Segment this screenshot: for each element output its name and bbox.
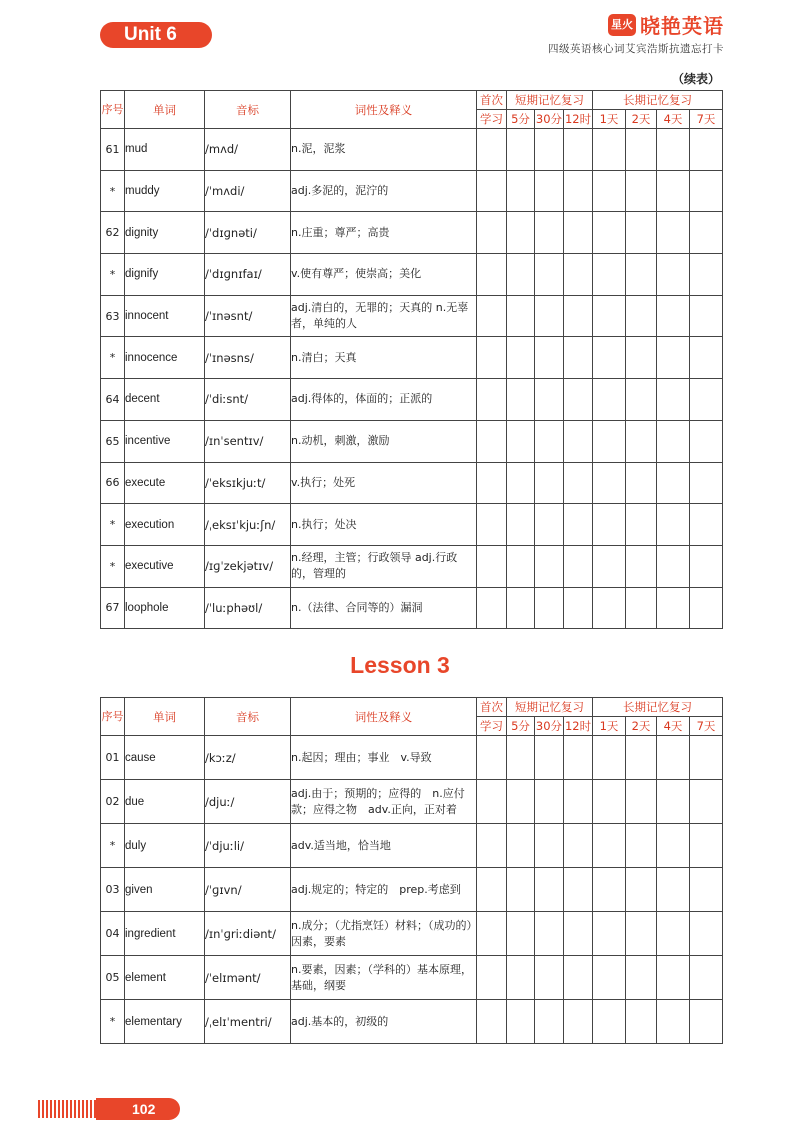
brand-subtitle: 四级英语核心词艾宾浩斯抗遗忘打卡	[548, 43, 724, 55]
review-checkbox-cell[interactable]	[507, 212, 535, 254]
row-phonetic: /ˈɪnəsns/	[205, 337, 291, 379]
table-row	[101, 824, 723, 868]
row-index: *	[101, 545, 125, 587]
review-checkbox-cell[interactable]	[593, 736, 626, 780]
review-checkbox-cell[interactable]	[626, 780, 657, 824]
row-index: 62	[101, 212, 125, 254]
review-checkbox-cell[interactable]	[690, 868, 723, 912]
review-checkbox-cell[interactable]	[507, 587, 535, 629]
row-word: execution	[125, 504, 205, 546]
row-index: *	[101, 254, 125, 296]
brand-name: 晓艳英语	[640, 14, 724, 38]
header-1day: 1天	[593, 110, 626, 129]
review-checkbox-cell[interactable]	[626, 545, 657, 587]
row-index: 65	[101, 420, 125, 462]
row-index: *	[101, 337, 125, 379]
review-checkbox-cell[interactable]	[535, 254, 564, 296]
row-meaning: n.成分；（尤指烹饪）材料；（成功的）因素，要素	[291, 912, 477, 956]
row-word: element	[125, 956, 205, 1000]
review-checkbox-cell[interactable]	[593, 912, 626, 956]
review-checkbox-cell[interactable]	[593, 1000, 626, 1044]
row-meaning: n.泥，泥浆	[291, 129, 477, 171]
review-checkbox-cell[interactable]	[657, 212, 690, 254]
row-phonetic: /mʌd/	[205, 129, 291, 171]
review-checkbox-cell[interactable]	[564, 337, 593, 379]
row-phonetic: /ˈelɪmənt/	[205, 956, 291, 1000]
row-word: elementary	[125, 1000, 205, 1044]
header-index: 序号	[101, 698, 125, 736]
page-number: 102	[96, 1098, 180, 1120]
row-word: execute	[125, 462, 205, 504]
review-checkbox-cell[interactable]	[507, 462, 535, 504]
row-index: 67	[101, 587, 125, 629]
review-checkbox-cell[interactable]	[507, 504, 535, 546]
review-checkbox-cell[interactable]	[477, 170, 507, 212]
row-phonetic: /kɔːz/	[205, 736, 291, 780]
review-checkbox-cell[interactable]	[593, 254, 626, 296]
review-checkbox-cell[interactable]	[593, 295, 626, 337]
review-checkbox-cell[interactable]	[690, 545, 723, 587]
review-checkbox-cell[interactable]	[477, 462, 507, 504]
row-meaning: adv.适当地，恰当地	[291, 824, 477, 868]
header-first: 首次	[477, 698, 507, 717]
header-short-term: 短期记忆复习	[507, 698, 593, 717]
review-checkbox-cell[interactable]	[507, 780, 535, 824]
row-meaning: n.要素，因素；（学科的）基本原理，基础，纲要	[291, 956, 477, 1000]
table-row	[101, 504, 723, 546]
header-word: 单词	[125, 91, 205, 129]
header-word: 单词	[125, 698, 205, 736]
review-checkbox-cell[interactable]	[657, 337, 690, 379]
review-checkbox-cell[interactable]	[657, 379, 690, 421]
review-checkbox-cell[interactable]	[564, 1000, 593, 1044]
table-row	[101, 129, 723, 171]
row-meaning: adj.规定的；特定的 prep.考虑到	[291, 868, 477, 912]
row-word: innocent	[125, 295, 205, 337]
review-checkbox-cell[interactable]	[564, 462, 593, 504]
vocab-table-unit6	[100, 90, 723, 629]
review-checkbox-cell[interactable]	[690, 420, 723, 462]
table-row	[101, 1000, 723, 1044]
row-word: muddy	[125, 170, 205, 212]
review-checkbox-cell[interactable]	[690, 824, 723, 868]
row-word: dignity	[125, 212, 205, 254]
row-phonetic: /ˈdɪɡnəti/	[205, 212, 291, 254]
review-checkbox-cell[interactable]	[564, 170, 593, 212]
row-index: 05	[101, 956, 125, 1000]
review-checkbox-cell[interactable]	[535, 780, 564, 824]
header-phonetic: 音标	[205, 698, 291, 736]
review-checkbox-cell[interactable]	[657, 824, 690, 868]
row-phonetic: /djuː/	[205, 780, 291, 824]
table-row	[101, 780, 723, 824]
review-checkbox-cell[interactable]	[593, 212, 626, 254]
header-first-study: 学习	[477, 110, 507, 129]
review-checkbox-cell[interactable]	[535, 736, 564, 780]
review-checkbox-cell[interactable]	[626, 129, 657, 171]
review-checkbox-cell[interactable]	[626, 295, 657, 337]
review-checkbox-cell[interactable]	[507, 420, 535, 462]
row-phonetic: /ɪnˈɡriːdiənt/	[205, 912, 291, 956]
header-first: 首次	[477, 91, 507, 110]
header-12h: 12时	[564, 717, 593, 736]
review-checkbox-cell[interactable]	[593, 337, 626, 379]
row-index: *	[101, 504, 125, 546]
row-meaning: adj.清白的，无罪的；天真的 n.无辜者，单纯的人	[291, 295, 477, 337]
review-checkbox-cell[interactable]	[593, 956, 626, 1000]
header-30min: 30分	[535, 717, 564, 736]
review-checkbox-cell[interactable]	[593, 504, 626, 546]
review-checkbox-cell[interactable]	[564, 379, 593, 421]
review-checkbox-cell[interactable]	[657, 912, 690, 956]
review-checkbox-cell[interactable]	[626, 912, 657, 956]
row-index: *	[101, 170, 125, 212]
review-checkbox-cell[interactable]	[626, 1000, 657, 1044]
review-checkbox-cell[interactable]	[535, 1000, 564, 1044]
review-checkbox-cell[interactable]	[477, 254, 507, 296]
header-30min: 30分	[535, 110, 564, 129]
review-checkbox-cell[interactable]	[657, 254, 690, 296]
row-phonetic: /ˈdiːsnt/	[205, 379, 291, 421]
review-checkbox-cell[interactable]	[535, 956, 564, 1000]
review-checkbox-cell[interactable]	[535, 545, 564, 587]
table-row	[101, 295, 723, 337]
row-meaning: adj.由于；预期的；应得的 n.应付款；应得之物 adv.正向，正对着	[291, 780, 477, 824]
review-checkbox-cell[interactable]	[507, 824, 535, 868]
row-phonetic: /ˈɪnəsnt/	[205, 295, 291, 337]
vocab-table-body	[101, 129, 723, 629]
brand-logo-icon: 星火	[608, 14, 636, 36]
review-checkbox-cell[interactable]	[626, 212, 657, 254]
review-checkbox-cell[interactable]	[626, 736, 657, 780]
row-word: mud	[125, 129, 205, 171]
brand-block	[548, 10, 724, 56]
row-meaning: v.使有尊严；使崇高；美化	[291, 254, 477, 296]
row-phonetic: /ˈdɪɡnɪfaɪ/	[205, 254, 291, 296]
review-checkbox-cell[interactable]	[690, 956, 723, 1000]
row-word: executive	[125, 545, 205, 587]
review-checkbox-cell[interactable]	[535, 420, 564, 462]
review-checkbox-cell[interactable]	[626, 824, 657, 868]
table-row	[101, 170, 723, 212]
review-checkbox-cell[interactable]	[564, 824, 593, 868]
row-index: 04	[101, 912, 125, 956]
header-5min: 5分	[507, 717, 535, 736]
review-checkbox-cell[interactable]	[477, 824, 507, 868]
review-checkbox-cell[interactable]	[690, 337, 723, 379]
review-checkbox-cell[interactable]	[535, 868, 564, 912]
review-checkbox-cell[interactable]	[535, 587, 564, 629]
review-checkbox-cell[interactable]	[477, 545, 507, 587]
row-phonetic: /ˈɡɪvn/	[205, 868, 291, 912]
review-checkbox-cell[interactable]	[657, 868, 690, 912]
table-row	[101, 545, 723, 587]
review-checkbox-cell[interactable]	[564, 295, 593, 337]
review-checkbox-cell[interactable]	[477, 956, 507, 1000]
row-index: 03	[101, 868, 125, 912]
review-checkbox-cell[interactable]	[477, 912, 507, 956]
header-7day: 7天	[690, 110, 723, 129]
row-phonetic: /ˌeksɪˈkjuːʃn/	[205, 504, 291, 546]
review-checkbox-cell[interactable]	[657, 129, 690, 171]
review-checkbox-cell[interactable]	[507, 254, 535, 296]
row-phonetic: /ˌelɪˈmentri/	[205, 1000, 291, 1044]
table-row	[101, 462, 723, 504]
review-checkbox-cell[interactable]	[477, 337, 507, 379]
row-word: loophole	[125, 587, 205, 629]
header-long-term: 长期记忆复习	[593, 91, 723, 110]
review-checkbox-cell[interactable]	[690, 170, 723, 212]
header-1day: 1天	[593, 717, 626, 736]
header-2day: 2天	[626, 110, 657, 129]
review-checkbox-cell[interactable]	[626, 379, 657, 421]
row-index: *	[101, 824, 125, 868]
row-meaning: n.经理，主管；行政领导 adj.行政的，管理的	[291, 545, 477, 587]
row-index: *	[101, 1000, 125, 1044]
review-checkbox-cell[interactable]	[564, 736, 593, 780]
row-meaning: n.动机，刺激，激励	[291, 420, 477, 462]
review-checkbox-cell[interactable]	[690, 736, 723, 780]
review-checkbox-cell[interactable]	[507, 379, 535, 421]
review-checkbox-cell[interactable]	[690, 462, 723, 504]
row-index: 64	[101, 379, 125, 421]
row-phonetic: /ˈmʌdi/	[205, 170, 291, 212]
row-word: ingredient	[125, 912, 205, 956]
review-checkbox-cell[interactable]	[477, 736, 507, 780]
review-checkbox-cell[interactable]	[564, 212, 593, 254]
row-phonetic: /ˈdjuːli/	[205, 824, 291, 868]
header-2day: 2天	[626, 717, 657, 736]
table-row	[101, 912, 723, 956]
review-checkbox-cell[interactable]	[657, 545, 690, 587]
review-checkbox-cell[interactable]	[626, 587, 657, 629]
row-phonetic: /ɪnˈsentɪv/	[205, 420, 291, 462]
row-word: incentive	[125, 420, 205, 462]
review-checkbox-cell[interactable]	[626, 868, 657, 912]
row-word: cause	[125, 736, 205, 780]
review-checkbox-cell[interactable]	[535, 504, 564, 546]
review-checkbox-cell[interactable]	[535, 212, 564, 254]
review-checkbox-cell[interactable]	[507, 295, 535, 337]
review-checkbox-cell[interactable]	[657, 170, 690, 212]
review-checkbox-cell[interactable]	[690, 504, 723, 546]
review-checkbox-cell[interactable]	[477, 129, 507, 171]
review-checkbox-cell[interactable]	[507, 736, 535, 780]
review-checkbox-cell[interactable]	[593, 420, 626, 462]
row-word: innocence	[125, 337, 205, 379]
review-checkbox-cell[interactable]	[593, 587, 626, 629]
review-checkbox-cell[interactable]	[507, 337, 535, 379]
review-checkbox-cell[interactable]	[626, 254, 657, 296]
review-checkbox-cell[interactable]	[690, 912, 723, 956]
row-meaning: v.执行；处死	[291, 462, 477, 504]
row-meaning: adj.得体的，体面的；正派的	[291, 379, 477, 421]
review-checkbox-cell[interactable]	[507, 1000, 535, 1044]
review-checkbox-cell[interactable]	[477, 504, 507, 546]
review-checkbox-cell[interactable]	[657, 295, 690, 337]
review-checkbox-cell[interactable]	[657, 587, 690, 629]
row-index: 66	[101, 462, 125, 504]
review-checkbox-cell[interactable]	[690, 129, 723, 171]
review-checkbox-cell[interactable]	[564, 129, 593, 171]
review-checkbox-cell[interactable]	[507, 129, 535, 171]
review-checkbox-cell[interactable]	[477, 587, 507, 629]
review-checkbox-cell[interactable]	[477, 295, 507, 337]
review-checkbox-cell[interactable]	[535, 912, 564, 956]
review-checkbox-cell[interactable]	[657, 504, 690, 546]
unit-label: Unit 6	[100, 22, 212, 48]
review-checkbox-cell[interactable]	[593, 170, 626, 212]
review-checkbox-cell[interactable]	[626, 956, 657, 1000]
row-index: 63	[101, 295, 125, 337]
review-checkbox-cell[interactable]	[593, 129, 626, 171]
row-word: decent	[125, 379, 205, 421]
review-checkbox-cell[interactable]	[657, 1000, 690, 1044]
vocab-table-lesson3	[100, 697, 723, 1044]
review-checkbox-cell[interactable]	[657, 736, 690, 780]
row-word: given	[125, 868, 205, 912]
review-checkbox-cell[interactable]	[690, 587, 723, 629]
header-long-term: 长期记忆复习	[593, 698, 723, 717]
row-meaning: n.起因；理由；事业 v.导致	[291, 736, 477, 780]
header-index: 序号	[101, 91, 125, 129]
review-checkbox-cell[interactable]	[690, 780, 723, 824]
review-checkbox-cell[interactable]	[626, 504, 657, 546]
row-index: 02	[101, 780, 125, 824]
table-row	[101, 956, 723, 1000]
header-short-term: 短期记忆复习	[507, 91, 593, 110]
review-checkbox-cell[interactable]	[535, 295, 564, 337]
row-meaning: adj.基本的，初级的	[291, 1000, 477, 1044]
row-meaning: n.（法律、合同等的）漏洞	[291, 587, 477, 629]
header-12h: 12时	[564, 110, 593, 129]
row-meaning: adj.多泥的，泥泞的	[291, 170, 477, 212]
review-checkbox-cell[interactable]	[564, 254, 593, 296]
review-checkbox-cell[interactable]	[477, 780, 507, 824]
review-checkbox-cell[interactable]	[564, 420, 593, 462]
row-phonetic: /ˈluːphəʊl/	[205, 587, 291, 629]
review-checkbox-cell[interactable]	[626, 337, 657, 379]
review-checkbox-cell[interactable]	[477, 420, 507, 462]
table-row	[101, 337, 723, 379]
table-row	[101, 379, 723, 421]
row-phonetic: /ˈeksɪkjuːt/	[205, 462, 291, 504]
row-index: 61	[101, 129, 125, 171]
review-checkbox-cell[interactable]	[593, 462, 626, 504]
review-checkbox-cell[interactable]	[564, 912, 593, 956]
row-word: due	[125, 780, 205, 824]
row-index: 01	[101, 736, 125, 780]
header-meaning: 词性及释义	[291, 698, 477, 736]
review-checkbox-cell[interactable]	[535, 824, 564, 868]
review-checkbox-cell[interactable]	[564, 504, 593, 546]
header-5min: 5分	[507, 110, 535, 129]
review-checkbox-cell[interactable]	[593, 545, 626, 587]
review-checkbox-cell[interactable]	[690, 379, 723, 421]
row-word: duly	[125, 824, 205, 868]
review-checkbox-cell[interactable]	[593, 780, 626, 824]
review-checkbox-cell[interactable]	[626, 170, 657, 212]
row-meaning: n.清白；天真	[291, 337, 477, 379]
review-checkbox-cell[interactable]	[564, 780, 593, 824]
review-checkbox-cell[interactable]	[593, 868, 626, 912]
table-row	[101, 420, 723, 462]
review-checkbox-cell[interactable]	[477, 212, 507, 254]
review-checkbox-cell[interactable]	[535, 462, 564, 504]
review-checkbox-cell[interactable]	[657, 462, 690, 504]
table-row	[101, 254, 723, 296]
review-checkbox-cell[interactable]	[690, 295, 723, 337]
review-checkbox-cell[interactable]	[564, 587, 593, 629]
vocab-table-body	[101, 736, 723, 1044]
review-checkbox-cell[interactable]	[564, 545, 593, 587]
review-checkbox-cell[interactable]	[690, 1000, 723, 1044]
review-checkbox-cell[interactable]	[593, 824, 626, 868]
review-checkbox-cell[interactable]	[507, 868, 535, 912]
table-row	[101, 212, 723, 254]
review-checkbox-cell[interactable]	[535, 170, 564, 212]
table-row	[101, 587, 723, 629]
review-checkbox-cell[interactable]	[657, 420, 690, 462]
review-checkbox-cell[interactable]	[477, 379, 507, 421]
row-meaning: n.执行；处决	[291, 504, 477, 546]
review-checkbox-cell[interactable]	[535, 337, 564, 379]
review-checkbox-cell[interactable]	[507, 170, 535, 212]
review-checkbox-cell[interactable]	[593, 379, 626, 421]
review-checkbox-cell[interactable]	[477, 1000, 507, 1044]
header-meaning: 词性及释义	[291, 91, 477, 129]
page-footer	[38, 1098, 156, 1120]
review-checkbox-cell[interactable]	[657, 956, 690, 1000]
review-checkbox-cell[interactable]	[564, 868, 593, 912]
header-4day: 4天	[657, 717, 690, 736]
review-checkbox-cell[interactable]	[690, 212, 723, 254]
review-checkbox-cell[interactable]	[477, 868, 507, 912]
row-word: dignify	[125, 254, 205, 296]
lesson-title: Lesson 3	[350, 652, 450, 678]
continued-label: （续表）	[671, 72, 720, 86]
header-7day: 7天	[690, 717, 723, 736]
review-checkbox-cell[interactable]	[535, 129, 564, 171]
row-meaning: n.庄重；尊严；高贵	[291, 212, 477, 254]
header-first-study: 学习	[477, 717, 507, 736]
review-checkbox-cell[interactable]	[626, 420, 657, 462]
row-phonetic: /ɪɡˈzekjətɪv/	[205, 545, 291, 587]
review-checkbox-cell[interactable]	[657, 780, 690, 824]
header-phonetic: 音标	[205, 91, 291, 129]
review-checkbox-cell[interactable]	[690, 254, 723, 296]
table-row	[101, 868, 723, 912]
review-checkbox-cell[interactable]	[535, 379, 564, 421]
review-checkbox-cell[interactable]	[507, 912, 535, 956]
table-row	[101, 736, 723, 780]
review-checkbox-cell[interactable]	[507, 956, 535, 1000]
footer-stripes-decoration	[38, 1100, 98, 1118]
header-4day: 4天	[657, 110, 690, 129]
review-checkbox-cell[interactable]	[626, 462, 657, 504]
review-checkbox-cell[interactable]	[507, 545, 535, 587]
review-checkbox-cell[interactable]	[564, 956, 593, 1000]
